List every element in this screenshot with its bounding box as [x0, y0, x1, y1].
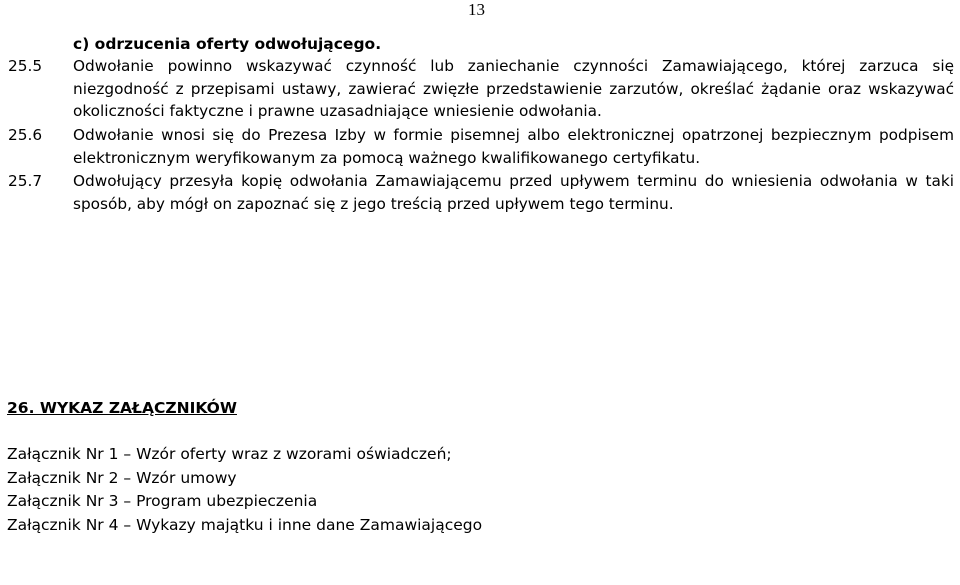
attachment-item: Załącznik Nr 1 – Wzór oferty wraz z wzorami oświadczeń; — [7, 445, 452, 463]
clause-text: Odwołujący przesyła kopię odwołania Zamawiającemu przed upływem terminu do wniesienia odwołania w taki sposób, aby mógł on zapoznać się z jego treścią przed upływem tego terminu. — [73, 172, 954, 213]
attachment-item: Załącznik Nr 4 – Wykazy majątku i inne dane Zamawiającego — [7, 515, 483, 534]
clause-number: 25.7 — [8, 172, 43, 190]
clause-25-5 — [8, 55, 954, 123]
sub-heading: c) odrzucenia oferty odwołującego. — [73, 35, 382, 53]
page-number: 13 — [468, 0, 485, 19]
clause-number: 25.6 — [8, 126, 43, 144]
attachments-list — [7, 443, 482, 537]
clause-25-7 — [8, 170, 954, 215]
clause-number: 25.5 — [8, 57, 43, 75]
attachment-item: Załącznik Nr 2 – Wzór umowy — [7, 468, 237, 487]
section-heading: 26. WYKAZ ZAŁĄCZNIKÓW — [7, 399, 237, 417]
clause-25-6 — [8, 124, 954, 169]
clause-text: Odwołanie powinno wskazywać czynność lub zaniechanie czynności Zamawiającego, której zarzuca się niezgodność z przepisami ustawy, zawierać zwięzłe przedstawienie zarzutów, określać żądanie oraz wskazywać okoliczności faktyczne i prawne uzasadniające wniesienie odwołania. — [73, 57, 954, 121]
clause-text: Odwołanie wnosi się do Prezesa Izby w formie pisemnej albo elektronicznej opatrzonej bezpiecznym podpisem elektronicznym weryfikowanym za pomocą ważnego kwalifikowanego certyfikatu. — [73, 126, 954, 167]
attachment-item: Załącznik Nr 3 – Program ubezpieczenia — [7, 492, 318, 510]
